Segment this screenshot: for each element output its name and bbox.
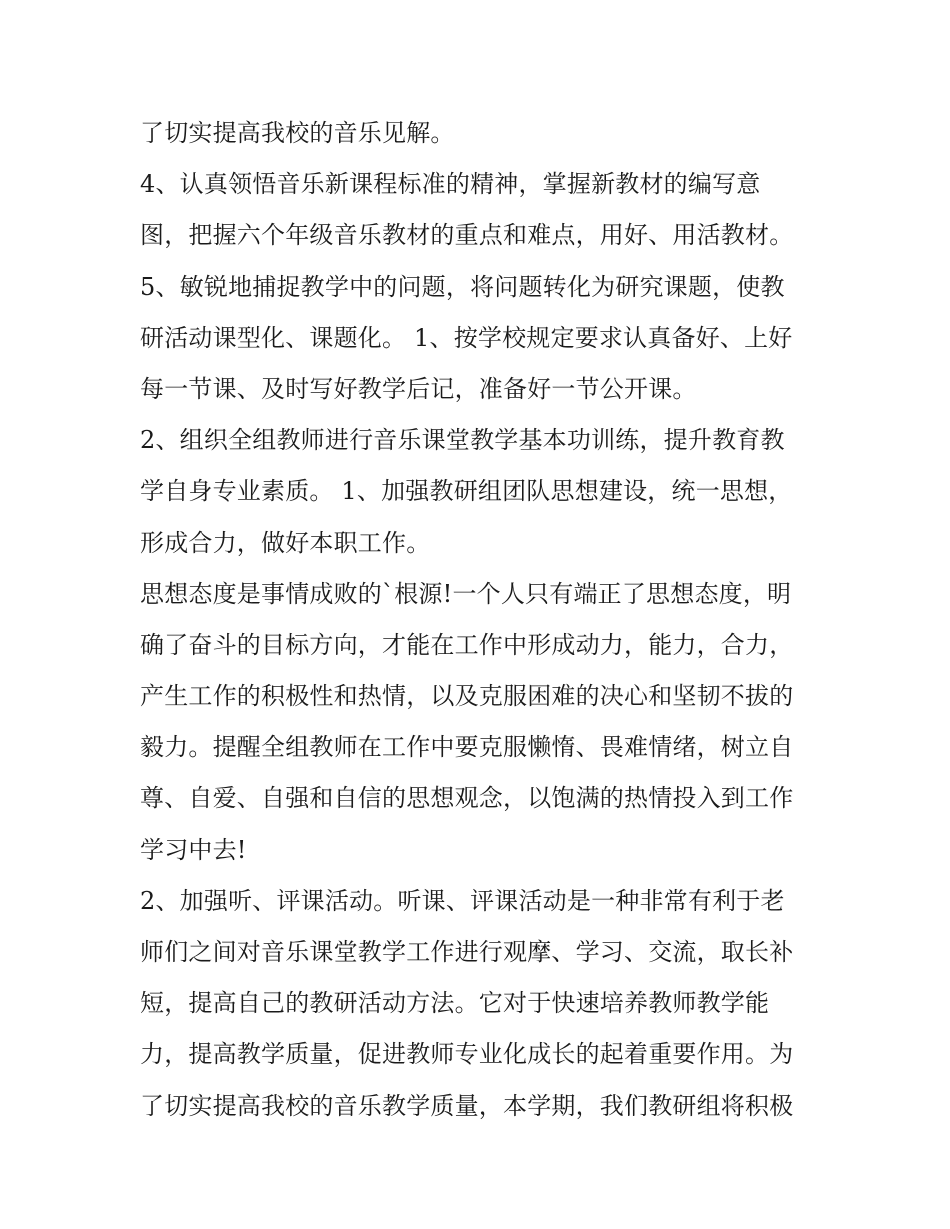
text-line: 思想态度是事情成败的`根源!一个人只有端正了思想态度，明 xyxy=(140,579,792,608)
document-body xyxy=(140,108,830,1132)
text-line: 师们之间对音乐课堂教学工作进行观摩、学习、交流，取长补 xyxy=(140,938,794,966)
text-line: 短，提高自己的教研活动方法。它对于快速培养教师教学能 xyxy=(140,989,770,1018)
text-line: 了切实提高我校的音乐见解。 xyxy=(140,119,455,147)
text-line: 力，提高教学质量，促进教师专业化成长的起着重要作用。为 xyxy=(140,1040,794,1069)
text-line: 尊、自爱、自强和自信的思想观念，以饱满的热情投入到工作 xyxy=(140,784,794,813)
text-line: 5、敏锐地捕捉教学中的问题，将问题转化为研究课题，使教 xyxy=(140,272,785,301)
text-line: 了切实提高我校的音乐教学质量，本学期，我们教研组将积极 xyxy=(140,1091,794,1120)
text-line: 2、加强听、评课活动。听课、评课活动是一种非常有利于老 xyxy=(140,886,785,915)
text-line: 图，把握六个年级音乐教材的重点和难点，用好、用活教材。 xyxy=(140,221,794,250)
text-line: 毅力。提醒全组教师在工作中要克服懒惰、畏难情绪，树立自 xyxy=(140,733,794,762)
text-line: 学自身专业素质。 1、加强教研组团队思想建设，统一思想， xyxy=(140,477,793,506)
text-line: 每一节课、及时写好教学后记，准备好一节公开课。 xyxy=(140,374,697,403)
text-line: 形成合力，做好本职工作。 xyxy=(140,528,431,557)
text-line: 2、组织全组教师进行音乐课堂教学基本功训练，提升教育教 xyxy=(140,426,785,455)
text-line: 研活动课型化、课题化。 1、按学校规定要求认真备好、上好 xyxy=(140,323,793,352)
text-line: 产生工作的积极性和热情，以及克服困难的决心和坚韧不拔的 xyxy=(140,682,794,711)
text-line: 确了奋斗的目标方向，才能在工作中形成动力，能力，合力， xyxy=(140,630,794,659)
text-line: 4、认真领悟音乐新课程标准的精神，掌握新教材的编写意 xyxy=(140,170,761,199)
text-line: 学习中去! xyxy=(140,835,247,864)
